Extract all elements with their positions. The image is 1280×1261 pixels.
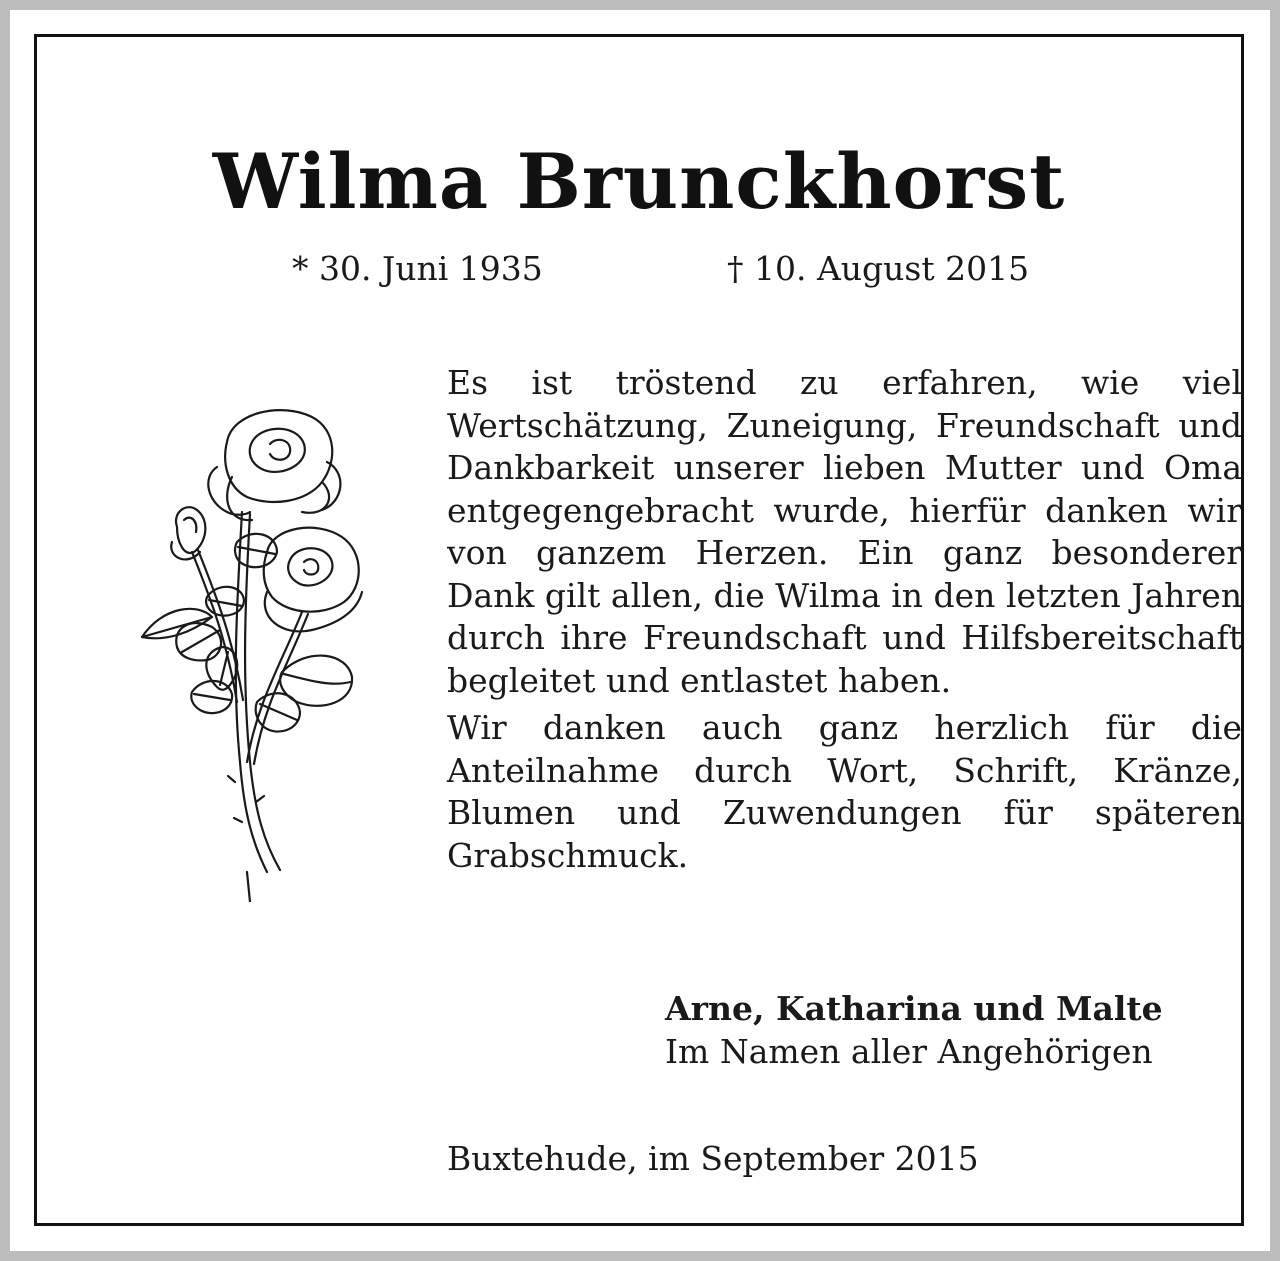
death-date: † 10. August 2015 — [727, 249, 1030, 288]
obituary-frame — [34, 34, 1244, 1226]
deceased-name: Wilma Brunckhorst — [212, 137, 1066, 226]
rose-icon — [132, 402, 382, 902]
signature-subline: Im Namen aller Angehörigen — [665, 1032, 1153, 1071]
birth-date: * 30. Juni 1935 — [292, 249, 543, 288]
signature-block — [665, 987, 1255, 1073]
signature-names: Arne, Katharina und Malte — [665, 989, 1163, 1028]
obituary-page — [10, 10, 1270, 1251]
thank-you-paragraph-2: Wir danken auch ganz herzlich für die Anteilnahme durch Wort, Schrift, Kränze, Blumen und Zuwendungen für späteren Grabschmuck. — [447, 708, 1242, 875]
thank-you-paragraph-1: Es ist tröstend zu erfahren, wie viel Wertschätzung, Zuneigung, Freundschaft und Dankbarkeit unserer lieben Mutter und Oma entgegengebracht wurde, hierfür danken wir von ganzem Herzen. Ein ganz besonderer Dank gilt allen, die Wilma in den letzten Jahren durch ihre Freundschaft und Hilfsbereitschaft begleitet und entlastet haben. — [447, 363, 1242, 700]
place-and-date: Buxtehude, im September 2015 — [447, 1139, 979, 1178]
thank-you-text — [447, 362, 1242, 877]
